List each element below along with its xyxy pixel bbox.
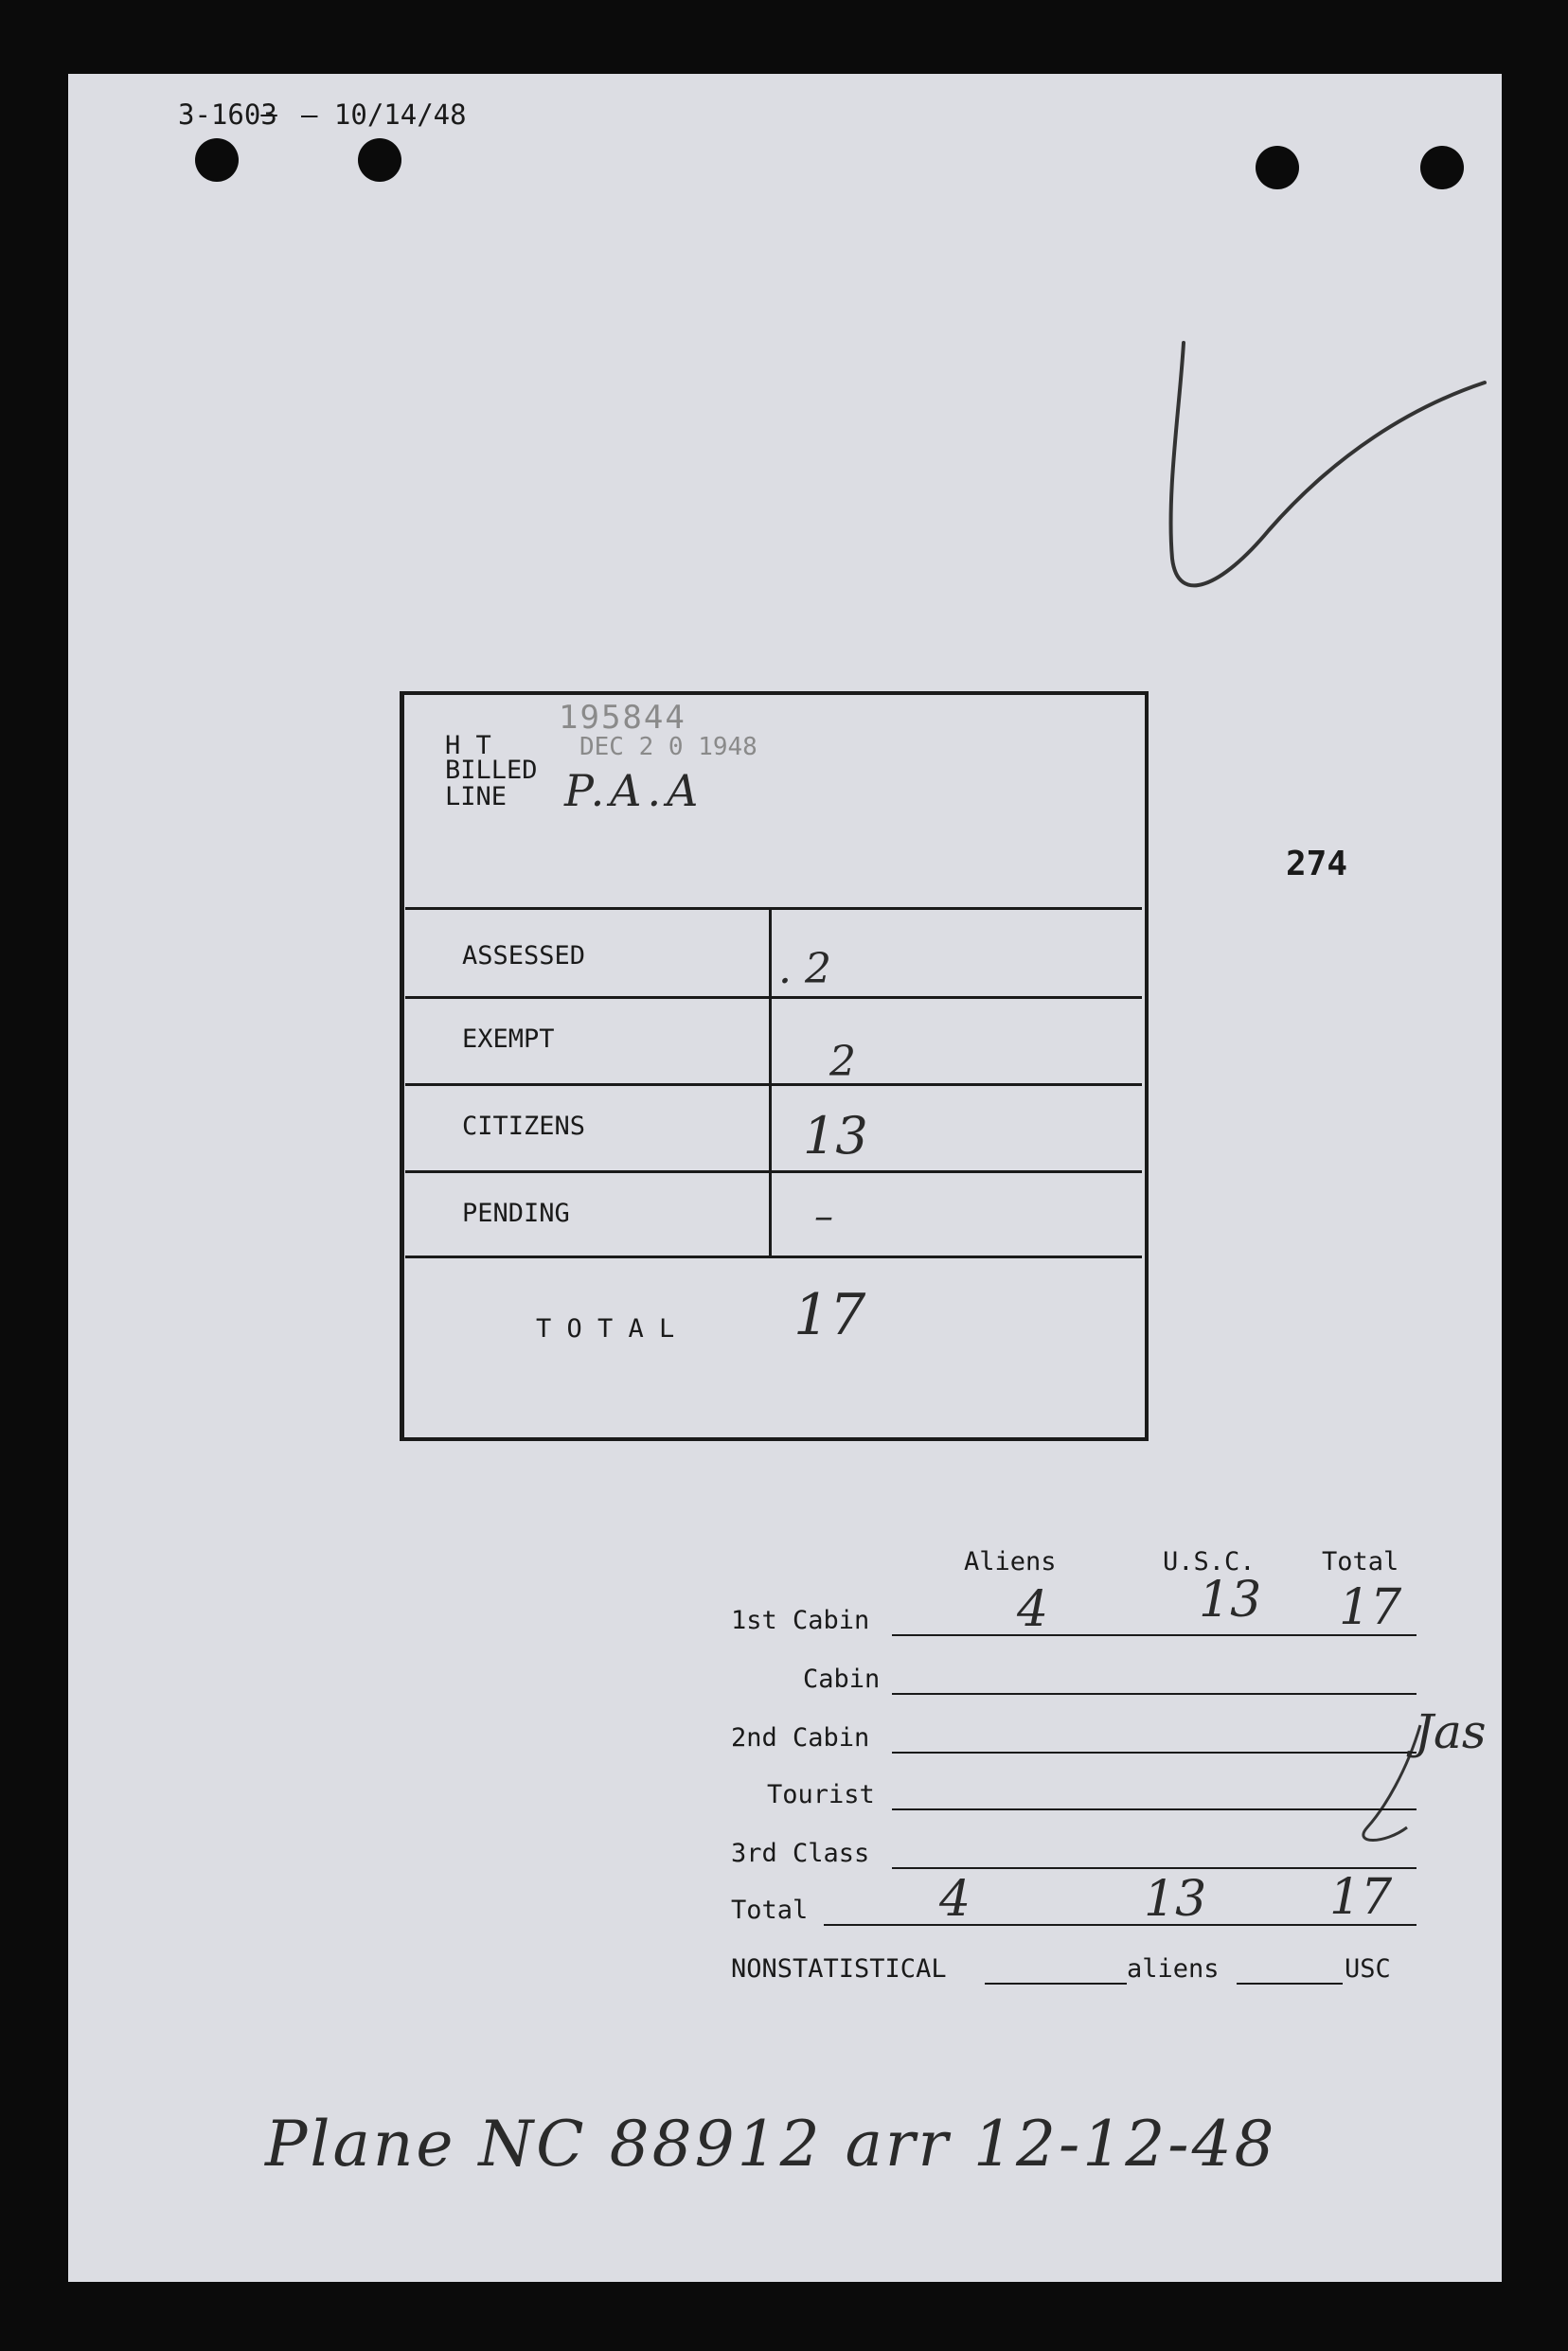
stamp-date: DEC 2 0 1948 bbox=[579, 733, 757, 761]
summary-label-exempt: EXEMPT bbox=[462, 1024, 555, 1054]
summary-label-assessed: ASSESSED bbox=[462, 941, 586, 971]
row-total-total: 17 bbox=[1329, 1869, 1393, 1926]
row-underline bbox=[892, 1752, 1417, 1754]
row-total-1st-cabin: 17 bbox=[1339, 1579, 1402, 1636]
summary-value-assessed: . 2 bbox=[778, 945, 831, 993]
summary-total-value: 17 bbox=[793, 1282, 866, 1348]
table-divider bbox=[405, 1083, 1142, 1086]
summary-label-pending: PENDING bbox=[462, 1199, 570, 1228]
col-header-usc: U.S.C. bbox=[1163, 1547, 1256, 1576]
col-header-total: Total bbox=[1322, 1547, 1399, 1576]
summary-value-citizens: 13 bbox=[803, 1106, 868, 1166]
summary-total-label: T O T A L bbox=[536, 1314, 675, 1344]
table-divider bbox=[405, 907, 1142, 910]
summary-value-exempt: 2 bbox=[829, 1038, 856, 1086]
nonstatistical-label: NONSTATISTICAL bbox=[731, 1954, 947, 1984]
form-code-strike: 3 bbox=[260, 98, 277, 131]
row-label-3rd-class: 3rd Class bbox=[731, 1839, 870, 1868]
row-label-2nd-cabin: 2nd Cabin bbox=[731, 1723, 870, 1753]
table-divider bbox=[405, 996, 1142, 999]
footer-note: Plane NC 88912 arr 12-12-48 bbox=[265, 2108, 1277, 2181]
row-label-tourist: Tourist bbox=[767, 1780, 875, 1809]
form-date: – 10/14/48 bbox=[301, 98, 467, 131]
form-code-value: 3-160 bbox=[178, 98, 261, 131]
billed-label: BILLED bbox=[445, 756, 538, 785]
summary-label-citizens: CITIZENS bbox=[462, 1112, 586, 1141]
row-label-total: Total bbox=[731, 1896, 809, 1925]
nonstatistical-usc-label: USC bbox=[1345, 1954, 1391, 1984]
nonstatistical-underline bbox=[985, 1983, 1127, 1985]
initials: Jas bbox=[1415, 1704, 1487, 1759]
ht-label: H T bbox=[445, 731, 491, 760]
row-usc-1st-cabin: 13 bbox=[1199, 1572, 1262, 1629]
row-label-cabin: Cabin bbox=[803, 1665, 881, 1694]
row-aliens-total: 4 bbox=[939, 1871, 971, 1928]
row-underline bbox=[892, 1634, 1417, 1636]
form-date-value: 10/14/48 bbox=[333, 98, 467, 131]
col-header-aliens: Aliens bbox=[964, 1547, 1057, 1576]
row-underline bbox=[892, 1808, 1417, 1810]
table-divider bbox=[405, 1170, 1142, 1173]
row-usc-total: 13 bbox=[1144, 1871, 1207, 1928]
page-number: 274 bbox=[1286, 845, 1348, 883]
row-label-1st-cabin: 1st Cabin bbox=[731, 1606, 870, 1635]
row-aliens-1st-cabin: 4 bbox=[1017, 1581, 1049, 1638]
summary-value-pending: – bbox=[814, 1195, 833, 1238]
line-value: P.A.A bbox=[564, 765, 704, 816]
line-label: LINE bbox=[445, 782, 508, 811]
row-underline bbox=[824, 1924, 1417, 1926]
table-divider bbox=[405, 1256, 1142, 1258]
nonstatistical-underline bbox=[1237, 1983, 1343, 1985]
billing-box bbox=[400, 691, 1149, 1441]
row-underline bbox=[892, 1693, 1417, 1695]
table-column-divider bbox=[769, 907, 772, 1257]
stamp-number: 195844 bbox=[559, 699, 686, 737]
nonstatistical-aliens-label: aliens bbox=[1127, 1954, 1220, 1984]
